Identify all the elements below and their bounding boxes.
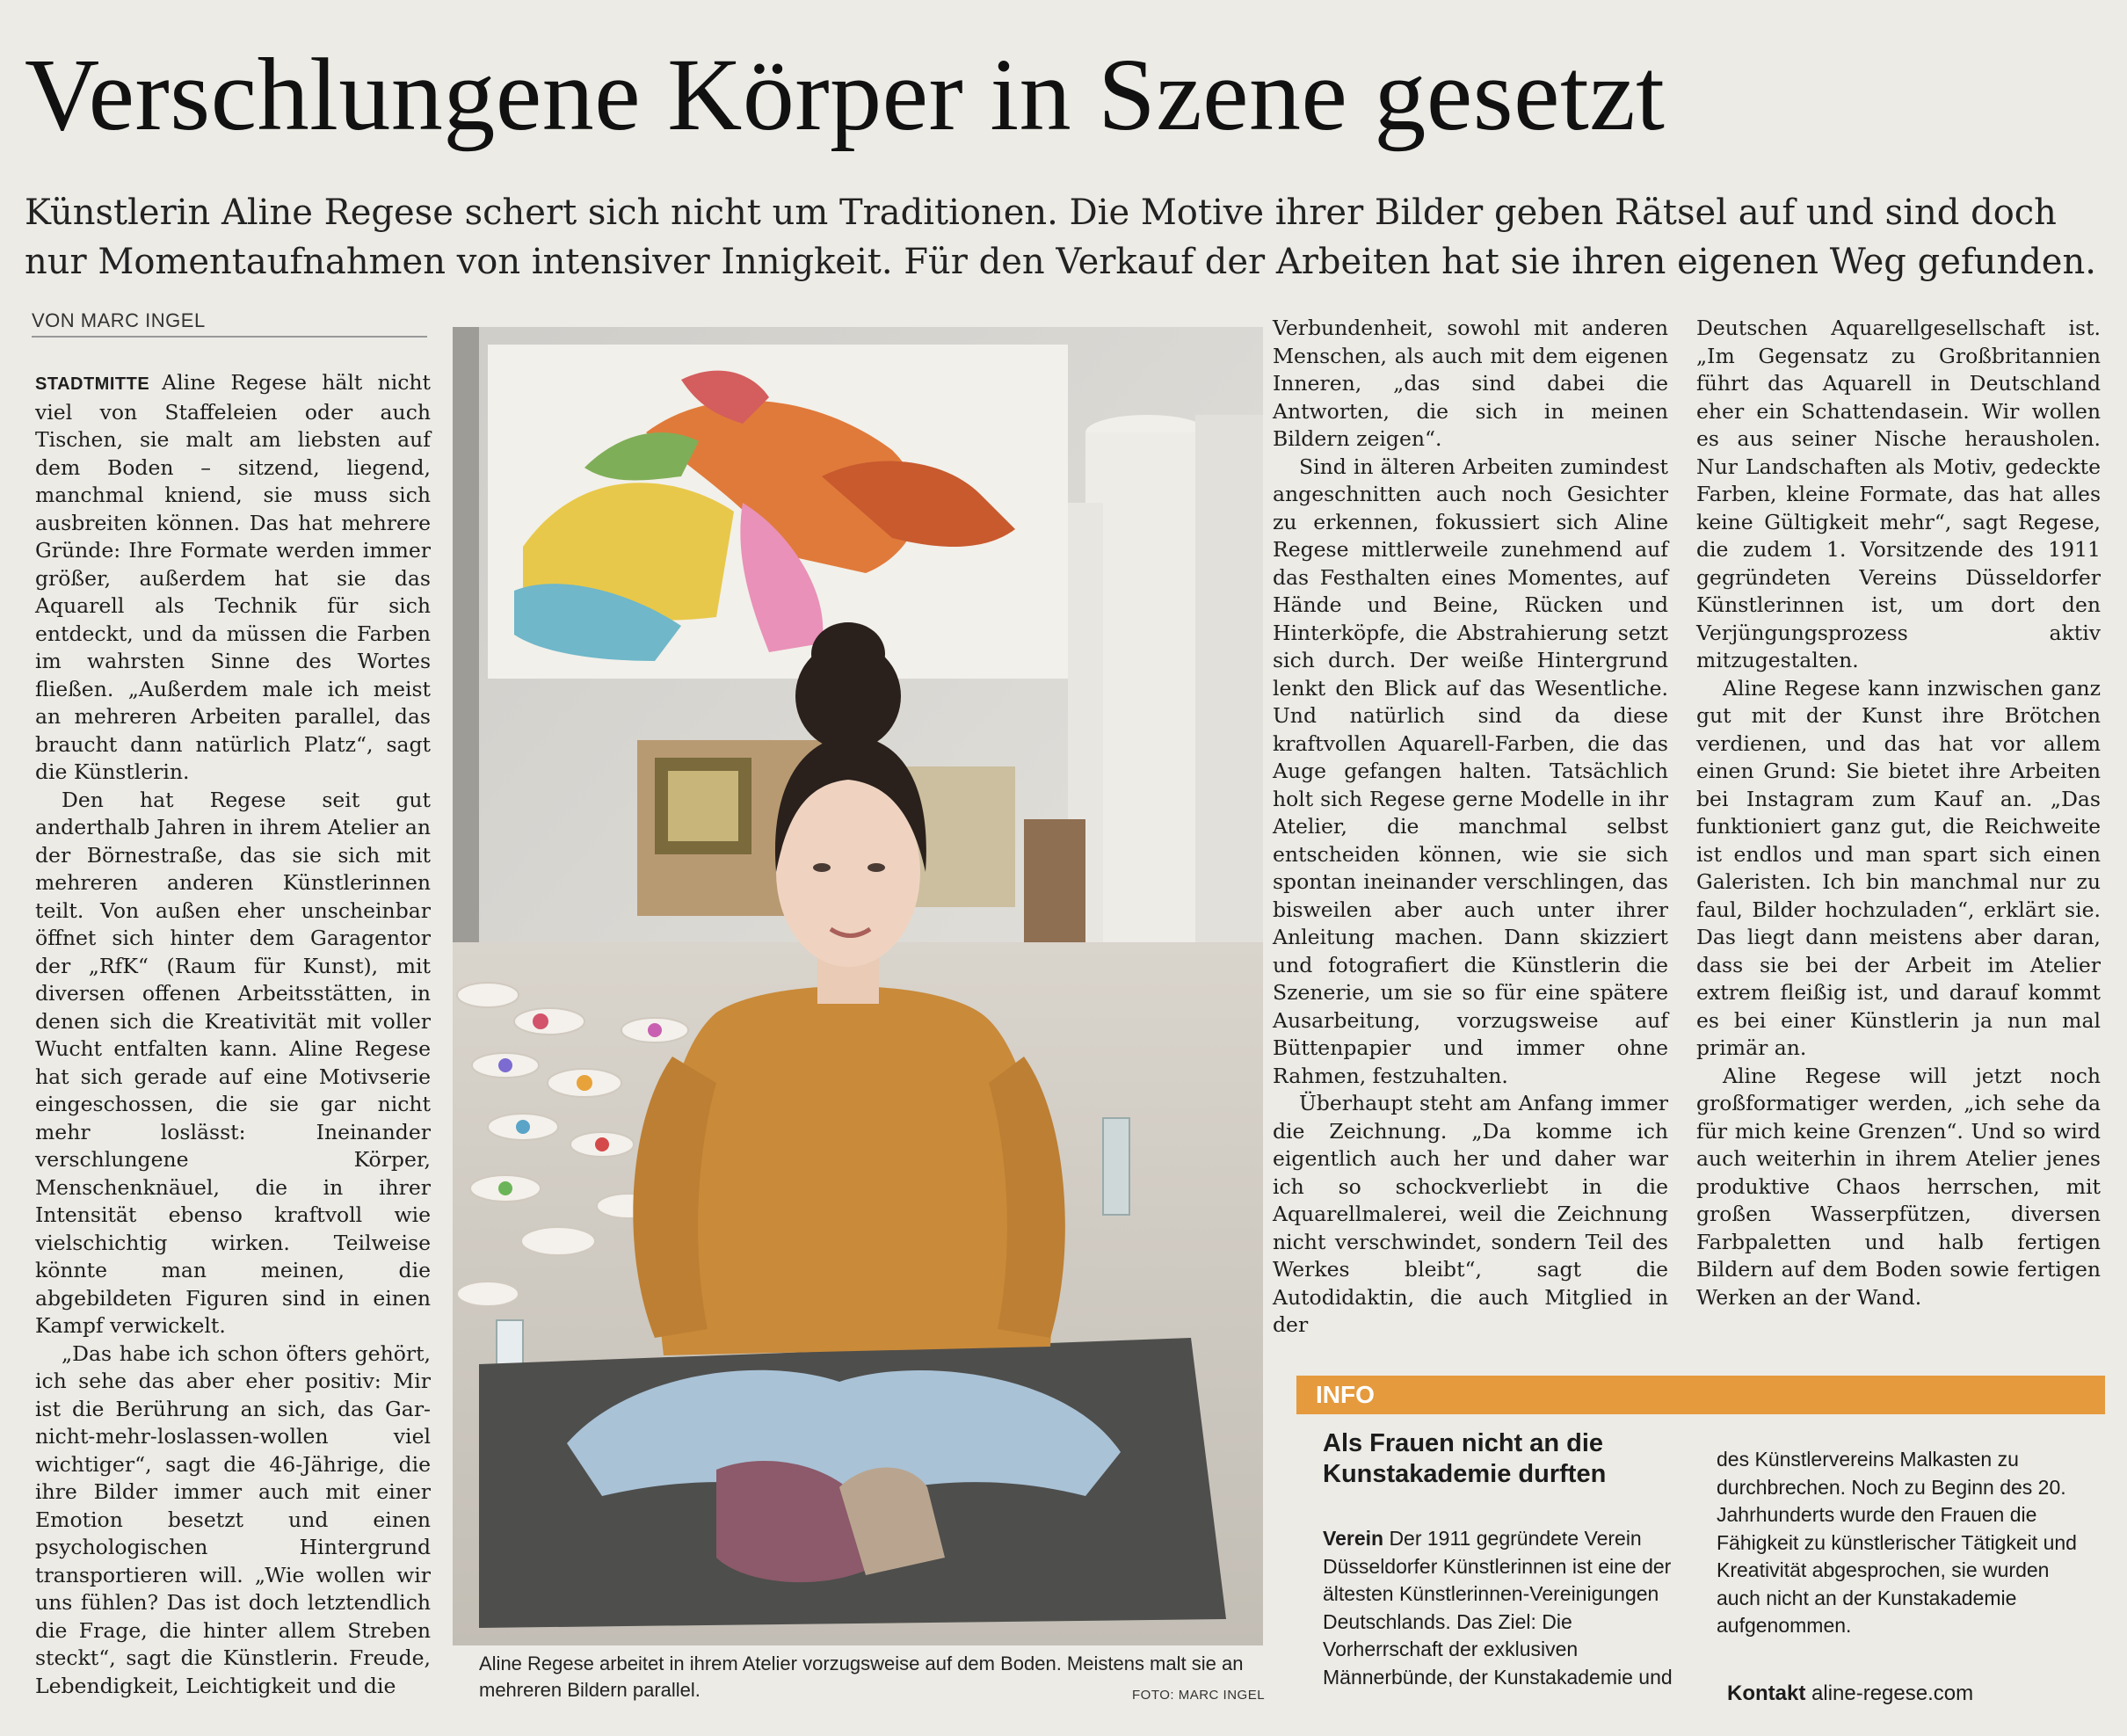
studio-photo-illustration: [453, 327, 1263, 1645]
paragraph: Sind in älteren Arbeiten zumindest angeschnitten auch noch Gesichter zu erkennen, fokussiert sich Aline Regese mittlerweile zunehmend auf das Festhalten eines Momentes, auf Hände und Beine, Rücken und Hinterköpfe, die Abstrahierung setzt sich durch. Der weiße Hintergrund lenkt den Blick auf das Wesentliche. Und natürlich sind da diese kraftvollen Aquarell-Farben, die das Auge gefangen halten. Tatsächlich holt sich Regese gerne Modelle in ihr Atelier, die manchmal selbst entscheiden können, wie sie sich spontan ineinander verschlingen, das bisweilen aber auch unter ihrer Anleitung machen. Dann skizziert und fotografiert die Künstlerin die Szenerie, um sie so für eine spätere Ausarbeitung, vorzugsweise auf Büttenpapier und immer ohne Rahmen, festzuhalten.: [1273, 454, 1668, 1088]
article-photo: [453, 327, 1263, 1645]
info-title: Als Frauen nicht an die Kunstakademie durften: [1323, 1429, 1607, 1488]
article-column-3: [1273, 315, 1668, 1340]
byline: VON MARC INGEL: [32, 309, 427, 338]
paragraph: Überhaupt steht am Anfang immer die Zeichnung. „Da komme ich eigentlich auch her und daher war ich so schockverliebt in die Aquarellmalerei, weil die Zeichnung nicht verschwindet, sondern Teil des Werkes bleibt“, sagt die Autodidaktin, die auch Mitglied in der: [1273, 1091, 1668, 1337]
photo-credit: FOTO: MARC INGEL: [1132, 1688, 1266, 1703]
paragraph: Deutschen Aquarellgesellschaft ist. „Im Gegensatz zu Großbritannien führt das Aquarell in Deutschland eher ein Schattendasein. Wir wollen es aus seiner Nische herausholen. Nur Landschaften als Motiv, gedeckte Farben, kleine Formate, das hat alles keine Gültigkeit mehr“, sagt Regese, die zudem 1. Vorsitzende des 1911 gegründeten Vereins Düsseldorfer Künstlerinnen ist, um dort den Verjüngungsprozess aktiv mitzugestalten.: [1696, 316, 2101, 672]
paragraph: Verbundenheit, sowohl mit anderen Menschen, als auch mit dem eigenen Inneren, „das sind dabei die Antworten, die sich in meinen Bildern zeigen“.: [1273, 316, 1668, 451]
info-text-right: des Künstlervereins Malkasten zu durchbrechen. Noch zu Beginn des 20. Jahrhunderts wurde den Frauen die Fähigkeit zu künstlerischer Tätigkeit und Kreativität abgesprochen, sie wurden auch nicht an der Kunstakademie aufgenommen.: [1717, 1448, 2077, 1637]
deck: Künstlerin Aline Regese schert sich nicht um Traditionen. Die Motive ihrer Bilder geben Rätsel auf und sind doch nur Momentaufnahmen von intensiver Innigkeit. Für den Verkauf der Arbeiten hat sie ihren eigenen Weg gefunden.: [25, 192, 2096, 282]
info-header-bar: [1296, 1376, 2105, 1414]
article-column-4: [1696, 315, 2101, 1311]
info-text-left: Verein Der 1911 gegründete Verein Düsseldorfer Künstlerinnen ist eine der ältesten Künstlerinnen-Vereinigungen Deutschlands. Das Ziel: Die Vorherrschaft der exklusiven Männerbünde, der Kunstakademie und: [1323, 1527, 1673, 1689]
photo-caption: Aline Regese arbeitet in ihrem Atelier vorzugsweise auf dem Boden. Meistens malt sie an mehreren Bildern parallel.: [479, 1652, 1244, 1701]
paragraph: STADTMITTE Aline Regese hält nicht viel von Staffeleien oder auch Tischen, sie malt am liebsten auf dem Boden – sitzend, liegend, manchmal kniend, sie muss sich ausbreiten können. Das hat mehrere Gründe: Ihre Formate werden immer größer, außerdem hat sie das Aquarell als Technik für sich entdeckt, und da müssen die Farben im wahrsten Sinne des Wortes fließen. „Außerdem male ich meist an mehreren Arbeiten parallel, das braucht dann natürlich Platz“, sagt die Künstlerin.: [35, 370, 431, 784]
wall-painting: [488, 345, 1068, 679]
paragraph: „Das habe ich schon öfters gehört, ich sehe das aber eher positiv: Mir ist die Berührung an sich, das Gar-nicht-mehr-loslassen-wollen viel wichtiger“, sagt die 46-Jährige, die ihre Bilder immer auch mit einer Emotion besetzt und einen psychologischen Hintergrund transportieren will. „Wie wollen wir uns fühlen? Das ist doch letztendlich die Frage, die hinter allem Streben steckt“, sagt die Künstlerin. Freude, Lebendigkeit, Leichtigkeit und die: [35, 1340, 431, 1698]
kicker-stadtmitte: STADTMITTE: [35, 374, 150, 394]
headline: Verschlungene Körper in Szene gesetzt: [25, 37, 1666, 152]
contact-link[interactable]: aline-regese.com: [1811, 1682, 1974, 1705]
paragraph: Aline Regese will jetzt noch großformatiger werden, „ich sehe da für mich keine Grenzen“. Und so wird auch weiterhin in ihrem Atelier jenes produktive Chaos herrschen, mit großen Wasserpfützen, diversen Farbpaletten und halb fertigen Bildern auf dem Boden sowie fertigen Werken an der Wand.: [1696, 1063, 2101, 1310]
info-lead-word: Verein: [1323, 1527, 1384, 1550]
paragraph: Den hat Regese seit gut anderthalb Jahren in ihrem Atelier an der Börnestraße, das sie sich mit mehreren anderen Künstlerinnen teilt. Von außen eher unscheinbar öffnet sich hinter dem Garagentor der „RfK“ (Raum für Kunst), mit diversen offenen Arbeitsstätten, in denen sich die Kreativität mit voller Wucht entfalten kann. Aline Regese hat sich gerade auf eine Motivserie eingeschossen, die sie gar nicht mehr loslässt: Ineinander verschlungene Körper, Menschenknäuel, die in ihrer Intensität ebenso kraftvoll wie vielschichtig wirken. Teilweise könnte man meinen, die abgebildeten Figuren sind in einen Kampf verwickelt.: [35, 787, 431, 1338]
article-column-1: [35, 369, 431, 1700]
contact-label: Kontakt: [1727, 1682, 1806, 1705]
info-contact: [1727, 1682, 1973, 1706]
info-box: [1296, 1376, 2105, 1723]
paragraph: Aline Regese kann inzwischen ganz gut mit der Kunst ihre Brötchen verdienen, und das hat vor allem einen Grund: Sie bietet ihre Arbeiten bei Instagram zum Kauf an. „Das funktioniert ganz gut, die Reichweite ist endlos und man spart sich einen Galeristen. Ich bin manchmal nur zu faul, Bilder hochzuladen“, erklärt sie. Das liegt dann meistens aber daran, dass sie bei der Arbeit im Atelier extrem fleißig ist, und darauf kommt es bei einer Künstlerin ja nun mal primär an.: [1696, 675, 2101, 1060]
info-label: INFO: [1316, 1381, 1375, 1408]
